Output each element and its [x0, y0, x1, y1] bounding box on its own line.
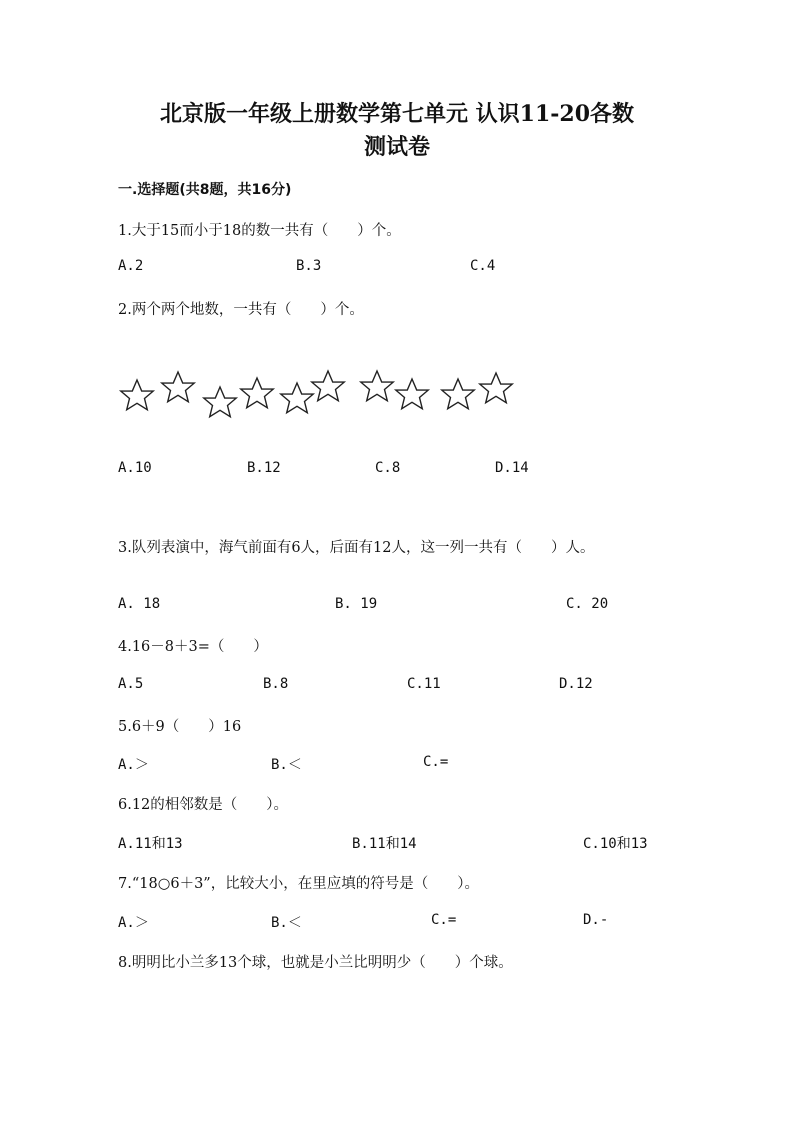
question-7-option-a: A.＞ [118, 915, 149, 931]
star-icon [241, 378, 273, 408]
question-5-stem: 5.6＋9（ ）16 [118, 719, 242, 735]
question-2-option-b: B.12 [247, 460, 281, 476]
question-6-option-c: C.10和13 [583, 836, 648, 852]
question-6-stem: 6.12的相邻数是（ ）。 [118, 797, 289, 813]
question-1-option-a: A.2 [118, 258, 144, 274]
star-icon [396, 379, 428, 409]
star-icon [162, 372, 194, 402]
question-7-option-d: D.- [583, 912, 609, 928]
question-4-stem: 4.16－8＋3=（ ） [118, 639, 268, 655]
star-icon [204, 387, 236, 417]
question-8-stem: 8.明明比小兰多13个球，也就是小兰比明明少（ ）个球。 [118, 955, 513, 971]
stars-figure [115, 365, 535, 425]
question-4-option-c: C.11 [407, 676, 441, 692]
question-2-stem: 2.两个两个地数，一共有（ ）个。 [118, 302, 364, 318]
question-2-option-c: C.8 [375, 460, 401, 476]
star-icon [312, 371, 344, 401]
page-subtitle: 测试卷 [363, 134, 430, 160]
question-3-option-b: B. 19 [335, 596, 378, 612]
question-3-option-a: A. 18 [118, 596, 161, 612]
question-1-option-c: C.4 [470, 258, 496, 274]
question-5-option-a: A.＞ [118, 757, 149, 773]
page-title: 北京版一年级上册数学第七单元 认识11-20各数 [159, 101, 635, 127]
question-5-option-c: C.= [423, 754, 449, 770]
question-3-option-c: C. 20 [566, 596, 609, 612]
question-3-stem: 3.队列表演中，海气前面有6人，后面有12人，这一列一共有（ ）人。 [118, 540, 595, 556]
star-icon [361, 371, 393, 401]
question-6-option-b: B.11和14 [352, 836, 417, 852]
question-1-option-b: B.3 [296, 258, 322, 274]
question-2-option-d: D.14 [495, 460, 529, 476]
star-icon [121, 380, 153, 410]
star-icon [281, 383, 313, 413]
question-6-option-a: A.11和13 [118, 836, 183, 852]
star-icon [480, 373, 512, 403]
question-1-stem: 1.大于15而小于18的数一共有（ ）个。 [118, 223, 401, 239]
question-4-option-d: D.12 [559, 676, 593, 692]
question-7-option-b: B.＜ [271, 915, 302, 931]
question-5-option-b: B.＜ [271, 757, 302, 773]
star-icon [442, 379, 474, 409]
question-7-option-c: C.= [431, 912, 457, 928]
question-4-option-a: A.5 [118, 676, 144, 692]
section-heading: 一.选择题(共8题，共16分) [118, 182, 292, 198]
question-7-stem: 7.“18○6＋3”，比较大小，在里应填的符号是（ ）。 [118, 876, 479, 892]
question-2-option-a: A.10 [118, 460, 152, 476]
question-4-option-b: B.8 [263, 676, 289, 692]
